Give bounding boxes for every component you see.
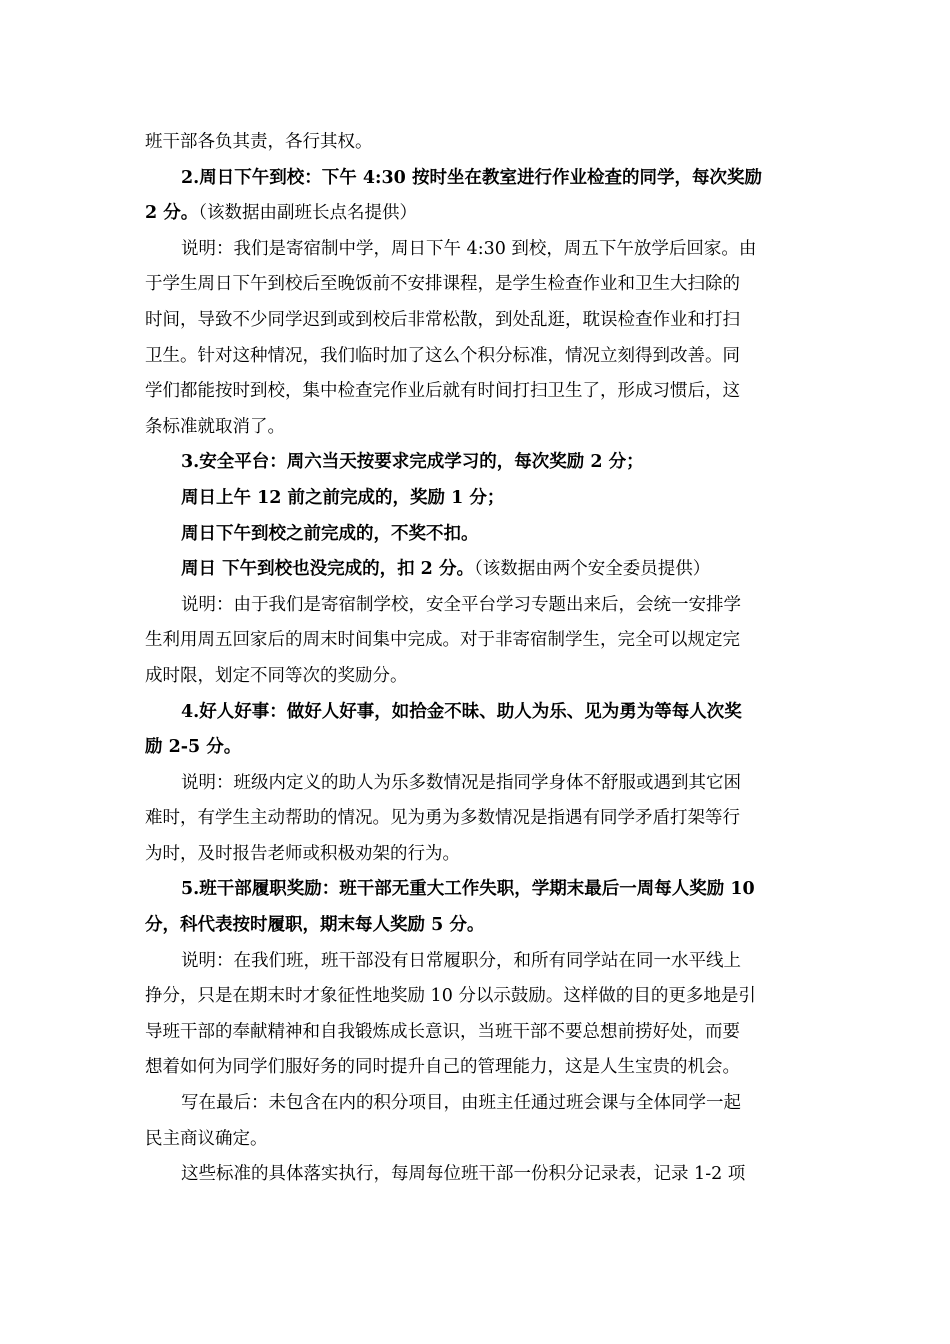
text-line bbox=[145, 730, 810, 766]
body-text: 难时，有学生主动帮助的情况。见为勇为多数情况是指遇有同学矛盾打架等行 bbox=[145, 808, 740, 829]
text-line bbox=[145, 766, 810, 802]
body-text: 生利用周五回家后的周末时间集中完成。对于非寄宿制学生，完全可以规定完 bbox=[145, 630, 740, 651]
text-line bbox=[145, 659, 810, 695]
text-line bbox=[145, 695, 810, 731]
text-line bbox=[145, 837, 810, 873]
bold-text: 分，科代表按时履职，期末每人奖励 5 分。 bbox=[145, 915, 485, 936]
document-body bbox=[145, 125, 810, 1193]
text-line bbox=[145, 979, 810, 1015]
body-text: 卫生。针对这种情况，我们临时加了这么个积分标准，情况立刻得到改善。同 bbox=[145, 345, 740, 366]
body-text: 说明：在我们班，班干部没有日常履职分，和所有同学站在同一水平线上 bbox=[181, 950, 741, 971]
body-text: 时间，导致不少同学迟到或到校后非常松散，到处乱逛，耽误检查作业和打扫 bbox=[145, 309, 740, 330]
text-line bbox=[145, 303, 810, 339]
text-line bbox=[145, 374, 810, 410]
bold-text: 2 分。 bbox=[145, 203, 199, 224]
text-line bbox=[145, 339, 810, 375]
text-line bbox=[145, 588, 810, 624]
body-text: 写在最后：未包含在内的积分项目，由班主任通过班会课与全体同学一起 bbox=[181, 1093, 741, 1114]
body-text: 想着如何为同学们服好务的同时提升自己的管理能力，这是人生宝贵的机会。 bbox=[145, 1057, 740, 1078]
body-text: 挣分，只是在期末时才象征性地奖励 10 分以示鼓励。这样做的目的更多地是引 bbox=[145, 986, 756, 1007]
text-line bbox=[145, 908, 810, 944]
text-line bbox=[145, 944, 810, 980]
bold-text: 5.班干部履职奖励：班干部无重大工作失职，学期末最后一周每人奖励 10 bbox=[181, 879, 755, 900]
text-line bbox=[145, 1015, 810, 1051]
text-line bbox=[145, 872, 810, 908]
body-text: 说明：我们是寄宿制中学，周日下午 4:30 到校，周五下午放学后回家。由 bbox=[181, 238, 757, 259]
text-line bbox=[145, 517, 810, 553]
bold-text: 3.安全平台：周六当天按要求完成学习的，每次奖励 2 分； bbox=[181, 452, 644, 473]
bold-text: 2.周日下午到校：下午 4:30 按时坐在教室进行作业检查的同学，每次奖励 bbox=[181, 167, 762, 188]
text-line bbox=[145, 481, 810, 517]
text-line bbox=[145, 552, 810, 588]
text-line bbox=[145, 232, 810, 268]
bold-text: 4.好人好事：做好人好事，如拾金不昧、助人为乐、见为勇为等每人次奖 bbox=[181, 701, 742, 722]
text-line bbox=[145, 161, 810, 197]
bold-text: 周日下午到校之前完成的，不奖不扣。 bbox=[181, 523, 479, 544]
body-text: 导班干部的奉献精神和自我锻炼成长意识，当班干部不要总想前捞好处，而要 bbox=[145, 1021, 740, 1042]
body-text: 说明：班级内定义的助人为乐多数情况是指同学身体不舒服或遇到其它困 bbox=[181, 772, 741, 793]
body-text: （该数据由两个安全委员提供） bbox=[473, 559, 711, 580]
body-text: 学们都能按时到校，集中检查完作业后就有时间打扫卫生了，形成习惯后，这 bbox=[145, 381, 740, 402]
body-text: 条标准就取消了。 bbox=[145, 416, 285, 437]
text-line bbox=[145, 1122, 810, 1158]
body-text: 班干部各负其责，各行其权。 bbox=[145, 132, 373, 152]
text-line bbox=[145, 623, 810, 659]
text-line bbox=[145, 801, 810, 837]
body-text: 民主商议确定。 bbox=[145, 1128, 268, 1149]
text-line bbox=[145, 445, 810, 481]
text-line bbox=[145, 1157, 810, 1193]
text-line bbox=[145, 1086, 810, 1122]
bold-text: 周日 下午到校也没完成的，扣 2 分。 bbox=[181, 559, 474, 580]
text-line bbox=[145, 196, 810, 232]
body-text: （该数据由副班长点名提供） bbox=[198, 203, 418, 224]
text-line bbox=[145, 267, 810, 303]
body-text: 这些标准的具体落实执行，每周每位班干部一份积分记录表，记录 1-2 项 bbox=[181, 1164, 746, 1185]
bold-text: 励 2-5 分。 bbox=[145, 737, 242, 758]
body-text: 为时，及时报告老师或积极劝架的行为。 bbox=[145, 843, 460, 864]
body-text: 于学生周日下午到校后至晚饭前不安排课程，是学生检查作业和卫生大扫除的 bbox=[145, 274, 740, 295]
text-line bbox=[145, 1050, 810, 1086]
body-text: 成时限，划定不同等次的奖励分。 bbox=[145, 665, 408, 686]
text-line bbox=[145, 410, 810, 446]
body-text: 说明：由于我们是寄宿制学校，安全平台学习专题出来后，会统一安排学 bbox=[181, 594, 741, 615]
bold-text: 周日上午 12 前之前完成的，奖励 1 分； bbox=[181, 487, 505, 508]
text-line bbox=[145, 125, 810, 161]
